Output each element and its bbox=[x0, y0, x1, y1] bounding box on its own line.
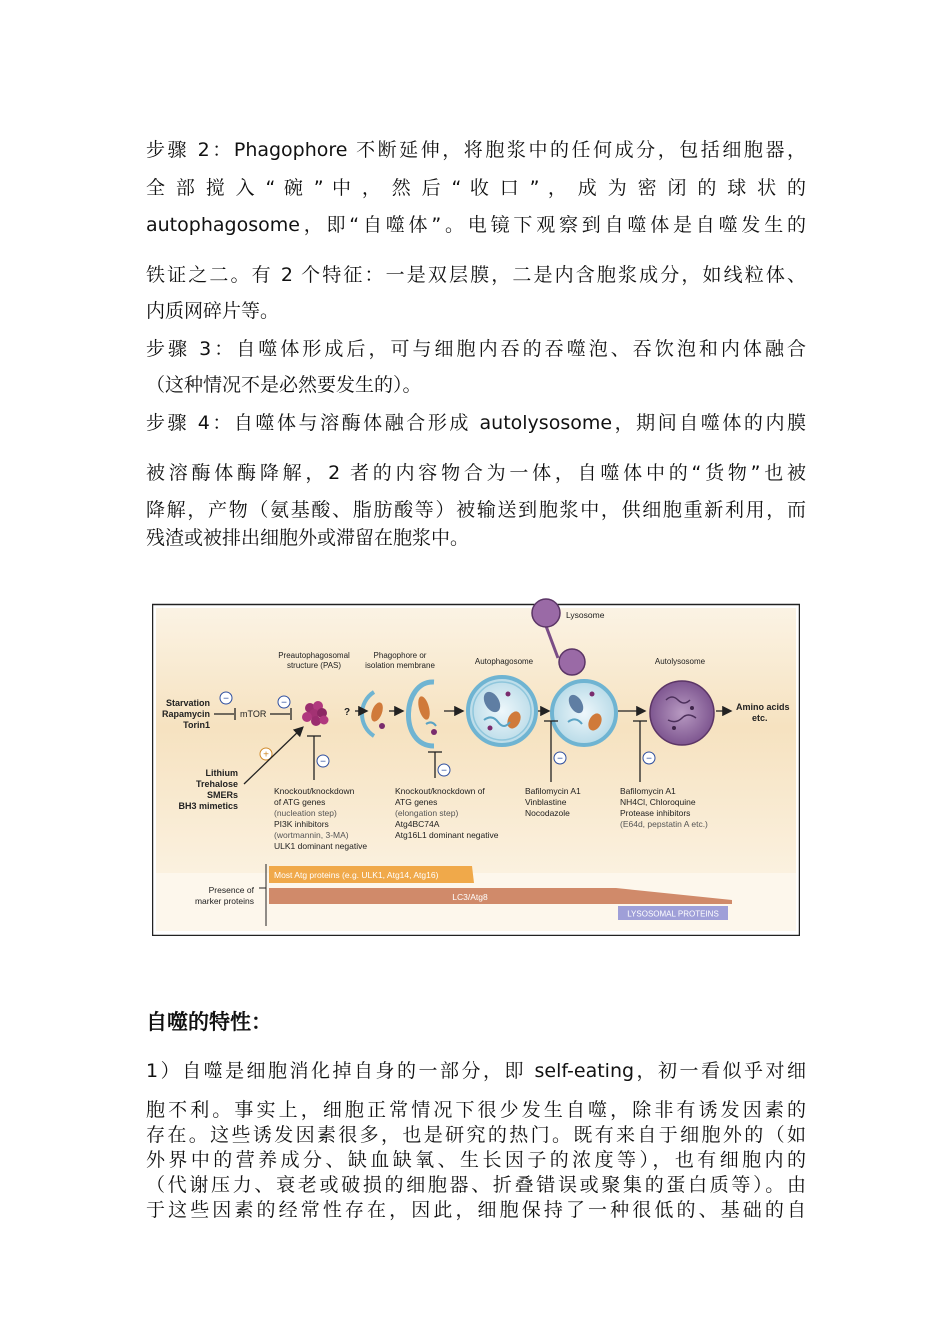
step2-line-1: 步骤 2：Phagophore 不断延伸，将胞浆中的任何成分，包括细胞器， bbox=[146, 139, 806, 161]
inhibitor-elongation-line-1: Knockout/knockdown of bbox=[395, 786, 485, 796]
inducer-rapamycin: Rapamycin bbox=[161, 709, 210, 719]
svg-text:−: − bbox=[320, 756, 326, 768]
svg-text:+: + bbox=[263, 749, 269, 761]
step2-line-2: 全 部 搅 入 “ 碗 ” 中 ， 然 后 “ 收 口 ” ， 成 为 密 闭 的 球 状 的 bbox=[146, 177, 806, 199]
svg-text:−: − bbox=[441, 765, 447, 777]
svg-text:−: − bbox=[281, 697, 287, 709]
section-line-6: 于这些因素的经常性存在，因此，细胞保持了一种很低的、基础的自 bbox=[146, 1199, 806, 1221]
inhibitor-nucleation-line-1: Knockout/knockdown bbox=[274, 786, 355, 796]
lysosome-label: Lysosome bbox=[566, 610, 605, 620]
autophagosome-icon bbox=[468, 677, 536, 745]
step4-line-2: 被溶酶体酶降解，2 者的内容物合为一体，自噬体中的“货物”也被 bbox=[146, 462, 806, 484]
phagophore-title-line-1: Phagophore or bbox=[373, 651, 427, 660]
inhibitor-degradation-line-4: (E64d, pepstatin A etc.) bbox=[620, 819, 708, 829]
inhibitor-degradation-line-1: Bafilomycin A1 bbox=[620, 786, 676, 796]
inducer-trehalose: Trehalose bbox=[195, 779, 238, 789]
step2-line-3: autophagosome，即“自噬体”。电镜下观察到自噬体是自噬发生的 bbox=[146, 214, 806, 236]
step4-line-4: 残渣或被排出细胞外或滞留在胞浆中。 bbox=[146, 527, 470, 549]
section-line-3: 存在。这些诱发因素很多，也是研究的热门。既有来自于细胞外的（如 bbox=[146, 1124, 806, 1146]
autolysosome-icon bbox=[650, 681, 714, 745]
unknown-step-mark: ? bbox=[344, 707, 351, 718]
autophagy-pathway-figure bbox=[152, 596, 800, 936]
inducer-smers: SMERs bbox=[206, 790, 238, 800]
step4-line-1: 步骤 4：自噬体与溶酶体融合形成 autolysosome，期间自噬体的内膜 bbox=[146, 412, 806, 434]
inhibitor-degradation-line-2: NH4Cl, Chloroquine bbox=[620, 797, 696, 807]
inhibitor-nucleation-line-3: (nucleation step) bbox=[274, 808, 337, 818]
minus-icon bbox=[317, 755, 329, 768]
step4-line-3: 降解，产物（氨基酸、脂肪酸等）被输送到胞浆中，供细胞重新利用，而 bbox=[146, 499, 806, 521]
pas-title-line-2: structure (PAS) bbox=[286, 661, 342, 670]
marker-label-line-2: marker proteins bbox=[194, 896, 254, 906]
step2-line-5: 内质网碎片等。 bbox=[146, 300, 280, 322]
lysosomal-proteins-bar-label: LYSOSOMAL PROTEINS bbox=[627, 909, 719, 919]
autolysosome-title: Autolysosome bbox=[654, 657, 706, 666]
pas-title-line-1: Preautophagosomal bbox=[278, 651, 350, 660]
marker-label-line-1: Presence of bbox=[208, 885, 254, 895]
section-line-1: 1）自噬是细胞消化掉自身的一部分，即 self-eating，初一看似乎对细 bbox=[146, 1060, 806, 1082]
fusing-autophagosome-icon bbox=[552, 681, 616, 745]
minus-icon bbox=[220, 692, 232, 705]
inhibitor-elongation-line-5: Atg16L1 dominant negative bbox=[395, 830, 499, 840]
section-line-5: （代谢压力、衰老或破损的细胞器、折叠错误或聚集的蛋白质等）。由 bbox=[146, 1174, 806, 1196]
phagophore-title-line-2: isolation membrane bbox=[365, 661, 435, 670]
section-line-4: 外界中的营养成分、缺血缺氧、生长因子的浓度等），也有细胞内的 bbox=[146, 1149, 806, 1171]
inhibitor-elongation-line-4: Atg4BC74A bbox=[395, 819, 440, 829]
lysosome-fusing-icon bbox=[559, 649, 585, 675]
inhibitor-degradation-line-3: Protease inhibitors bbox=[620, 808, 691, 818]
amino-acids-label-line-1: Amino acids bbox=[736, 702, 790, 712]
inhibitor-nucleation-line-2: of ATG genes bbox=[274, 797, 326, 807]
inducer-lithium: Lithium bbox=[205, 768, 238, 778]
minus-icon bbox=[438, 764, 450, 777]
step3-line-2: （这种情况不是必然要发生的）。 bbox=[146, 374, 422, 396]
inhibitor-fusion-line-1: Bafilomycin A1 bbox=[525, 786, 581, 796]
autophagosome-title: Autophagosome bbox=[474, 657, 534, 666]
mtor-label: mTOR bbox=[240, 709, 267, 719]
inhibitor-fusion-line-3: Nocodazole bbox=[525, 808, 570, 818]
inhibitor-fusion-line-2: Vinblastine bbox=[525, 797, 567, 807]
step3-line-1: 步骤 3：自噬体形成后，可与细胞内吞的吞噬泡、吞饮泡和内体融合 bbox=[146, 338, 806, 360]
minus-icon bbox=[643, 752, 655, 765]
inhibitor-elongation-line-3: (elongation step) bbox=[395, 808, 459, 818]
inhibitor-nucleation-line-5: (wortmannin, 3-MA) bbox=[274, 830, 349, 840]
svg-text:−: − bbox=[646, 753, 652, 765]
svg-text:−: − bbox=[557, 753, 563, 765]
minus-icon bbox=[278, 696, 290, 709]
lysosome-icon bbox=[532, 599, 560, 627]
lc3-bar-label: LC3/Atg8 bbox=[452, 892, 488, 902]
section-heading: 自噬的特性： bbox=[146, 1010, 272, 1034]
inducer-bh3-mimetics: BH3 mimetics bbox=[178, 801, 238, 811]
minus-icon bbox=[554, 752, 566, 765]
inhibitor-elongation-line-2: ATG genes bbox=[395, 797, 438, 807]
inhibitor-nucleation-line-6: ULK1 dominant negative bbox=[274, 841, 368, 851]
atg-proteins-bar-label: Most Atg proteins (e.g. ULK1, Atg14, Atg16) bbox=[274, 870, 439, 880]
svg-text:−: − bbox=[223, 693, 229, 705]
inducer-starvation: Starvation bbox=[165, 698, 210, 708]
inducer-torin1: Torin1 bbox=[183, 720, 210, 730]
inhibitor-nucleation-line-4: PI3K inhibitors bbox=[274, 819, 329, 829]
amino-acids-label-line-2: etc. bbox=[752, 713, 768, 723]
section-line-2: 胞不利。事实上，细胞正常情况下很少发生自噬，除非有诱发因素的 bbox=[146, 1099, 806, 1121]
step2-line-4: 铁证之二。有 2 个特征：一是双层膜，二是内含胞浆成分，如线粒体、 bbox=[146, 264, 806, 286]
